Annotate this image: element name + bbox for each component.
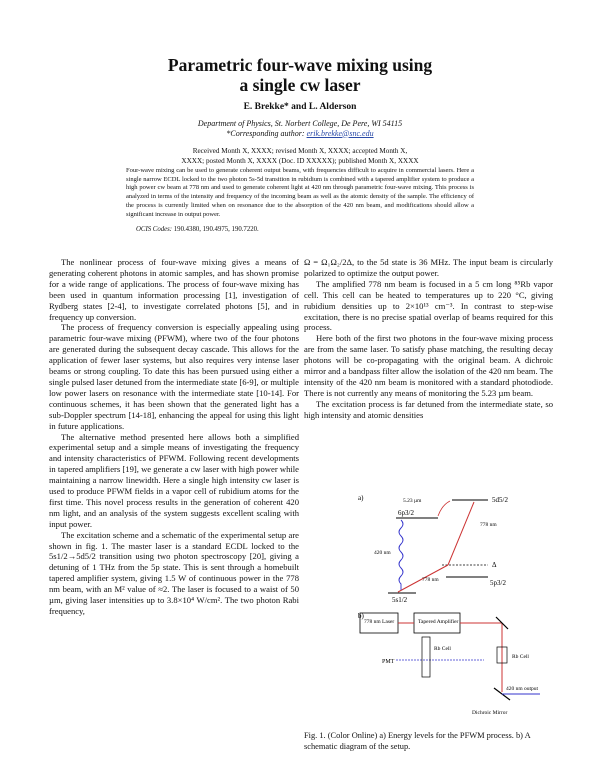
panel-b-label: b) bbox=[358, 612, 364, 620]
ocis-values: 190.4380, 190.4975, 190.7220. bbox=[173, 226, 259, 233]
level-5d-label: 5d5/2 bbox=[492, 496, 508, 504]
dates-line-1: Received Month X, XXXX; revised Month X, XXXX; accepted Month X, bbox=[192, 147, 408, 155]
pmt-label: PMT bbox=[382, 659, 395, 665]
corresponding-author bbox=[0, 129, 600, 139]
arrow-523um bbox=[438, 501, 450, 516]
paragraph: The nonlinear process of four-wave mixing gives a means of generating coherent photons in atomic samples, and has shown promise for a wide range of applications. The process of four-wave mixing has been used in quantum information processing [1], investigation of Rydberg states [2-4], to investigate correlated photons [5], and in frequency up conversion. bbox=[49, 257, 299, 322]
dates-line-2: XXXX; posted Month X, XXXX (Doc. ID XXXXX); published Month X, XXXX bbox=[181, 156, 419, 165]
laser-box-text: 778 nm Laser bbox=[364, 619, 395, 625]
paper-title bbox=[0, 55, 600, 95]
authors: E. Brekke* and L. Alderson bbox=[243, 102, 357, 112]
abstract: Four-wave mixing can be used to generate coherent output beams, with frequencies difficult to acquire in commercial lasers. Here a single narrow ECDL locked to the two photon 5s-5d transition in rubidium is combined with a tapered amplifier system to produce a high power cw beam at 778 nm and used to generate coherent light at 420 nm through parametric four-wave mixing. This process is analyzed in terms of the intensity and frequency of the incoming beam as well as the atomic density of the sample. The efficiency of the process is currently limited when on resonance due to the absorption of the 420 nm beam, and modifications should allow a significant increase in output power. bbox=[126, 167, 474, 218]
ocis-label: OCIS Codes: bbox=[136, 226, 173, 233]
affiliation-block bbox=[0, 119, 600, 138]
label-778nm-lower: 778 nm bbox=[422, 577, 439, 583]
arrow-778nm-upper bbox=[448, 502, 474, 565]
label-420nm: 420 nm bbox=[374, 550, 391, 556]
title-line-2: a single cw laser bbox=[239, 75, 361, 95]
delta-label: Δ bbox=[492, 561, 497, 569]
paragraph: Ω = Ω₁Ω₂/2Δ, to the 5d state is 36 MHz. The input beam is circularly polarized to optimize the output power. bbox=[304, 257, 553, 278]
level-5p-label: 5p3/2 bbox=[490, 579, 506, 587]
affiliation: Department of Physics, St. Norbert College, De Pere, WI 54115 bbox=[197, 119, 403, 128]
label-523um: 5.23 µm bbox=[403, 498, 422, 504]
arrow-420nm bbox=[399, 520, 403, 590]
output-label: 420 nm output bbox=[506, 686, 539, 692]
title-line-1: Parametric four-wave mixing using bbox=[167, 55, 433, 75]
amplifier-box-label: Tapered Amplifier bbox=[418, 619, 459, 625]
dates-block bbox=[110, 147, 490, 166]
paragraph: Here both of the first two photons in the four-wave mixing process are from the same laser. To satisfy phase matching, the resulting decay photons will be co-propagating with the original beam. A dichroic mirror and a bandpass filter allow the isolation of the 420 nm beam. The intensity of the 420 nm beam is monitored with a standard photodiode. There is not currently any means of monitoring the 5.23 µm beam. bbox=[304, 333, 553, 398]
panel-a-label: a) bbox=[358, 494, 364, 502]
ocis-codes bbox=[136, 226, 476, 233]
laser-box-label bbox=[364, 619, 394, 625]
level-5s-label: 5s1/2 bbox=[392, 596, 408, 604]
figure-caption: Fig. 1. (Color Online) a) Energy levels for the PFWM process. b) A schematic diagram of the setup. bbox=[304, 731, 531, 751]
paragraph: The amplified 778 nm beam is focused in a 5 cm long ⁸⁵Rb vapor cell. This cell can be heated to temperatures up to 220 °C, giving rubidium densities up to 2×10¹³ cm⁻³. In contrast to step-wise excitation, there is no precise spatial overlap of beams required for this process. bbox=[304, 278, 553, 333]
left-column bbox=[49, 257, 299, 617]
corresponding-label: *Corresponding author: bbox=[226, 128, 305, 138]
paragraph: The excitation process is far detuned from the intermediate state, so high intensity and atomic densities bbox=[304, 398, 553, 420]
figure-1 bbox=[356, 492, 546, 727]
rb-cell-right-label: Rb Cell bbox=[512, 654, 529, 660]
figure-svg bbox=[356, 492, 546, 727]
dichroic-label: Dichroic Mirror bbox=[472, 710, 508, 716]
paragraph: The alternative method presented here allows both a simplified experimental setup and a simple means of investigating the frequency and intensity characteristics of PFWM. Following recent developments in tapered amplifiers [19], we generate a cw laser with high power while maintaining a narrow linewidth. Here a single high intensity cw laser is used to produce PFWM fields in a vapor cell of rubidium atoms for the first time. This novel process results in the generation of coherent 420 nm light, and an analysis of the system suggests excellent scaling with input power. bbox=[49, 431, 299, 529]
email-link[interactable]: erik.brekke@snc.edu bbox=[306, 128, 374, 138]
paragraph: The excitation scheme and a schematic of the experimental setup are shown in fig. 1. The master laser is a standard ECDL locked to the 5s1/2→5d5/2 transition using two photon spectroscopy [20], giving a detuning of 1 THz from the 5p state. This is sent through a homebuilt tapered amplifier system, giving 1.5 W of continuous power in the 778 nm beam, with an M² value of ≈2. The laser is focused to a waist of 50 µm, giving laser intensities up to 3.8×10⁴ W/cm². The two photon Rabi frequency, bbox=[49, 529, 299, 616]
paragraph: The process of frequency conversion is especially appealing using parametric four-wave mixing (PFWM), where two of the four photons are generated during the subsequent decay cascade. This allows for the application of fewer laser systems, but also requires very intense laser beams or strong coupling. To date this has been pursued using either a single pulsed laser detuned from the intermediate state [6-9], or multiple low power lasers on resonance with the intermediate state [10-14]. For continuous schemes, it has been shown that the generated light has a sub-Doppler spectrum [14-18], enhancing the appeal for using this light in future applications. bbox=[49, 322, 299, 431]
rb-cell-left bbox=[422, 637, 430, 677]
right-column bbox=[304, 257, 553, 421]
rb-cell-left-label: Rb Cell bbox=[434, 646, 451, 652]
label-778nm-upper: 778 nm bbox=[480, 522, 497, 528]
level-6p-label: 6p3/2 bbox=[398, 509, 414, 517]
